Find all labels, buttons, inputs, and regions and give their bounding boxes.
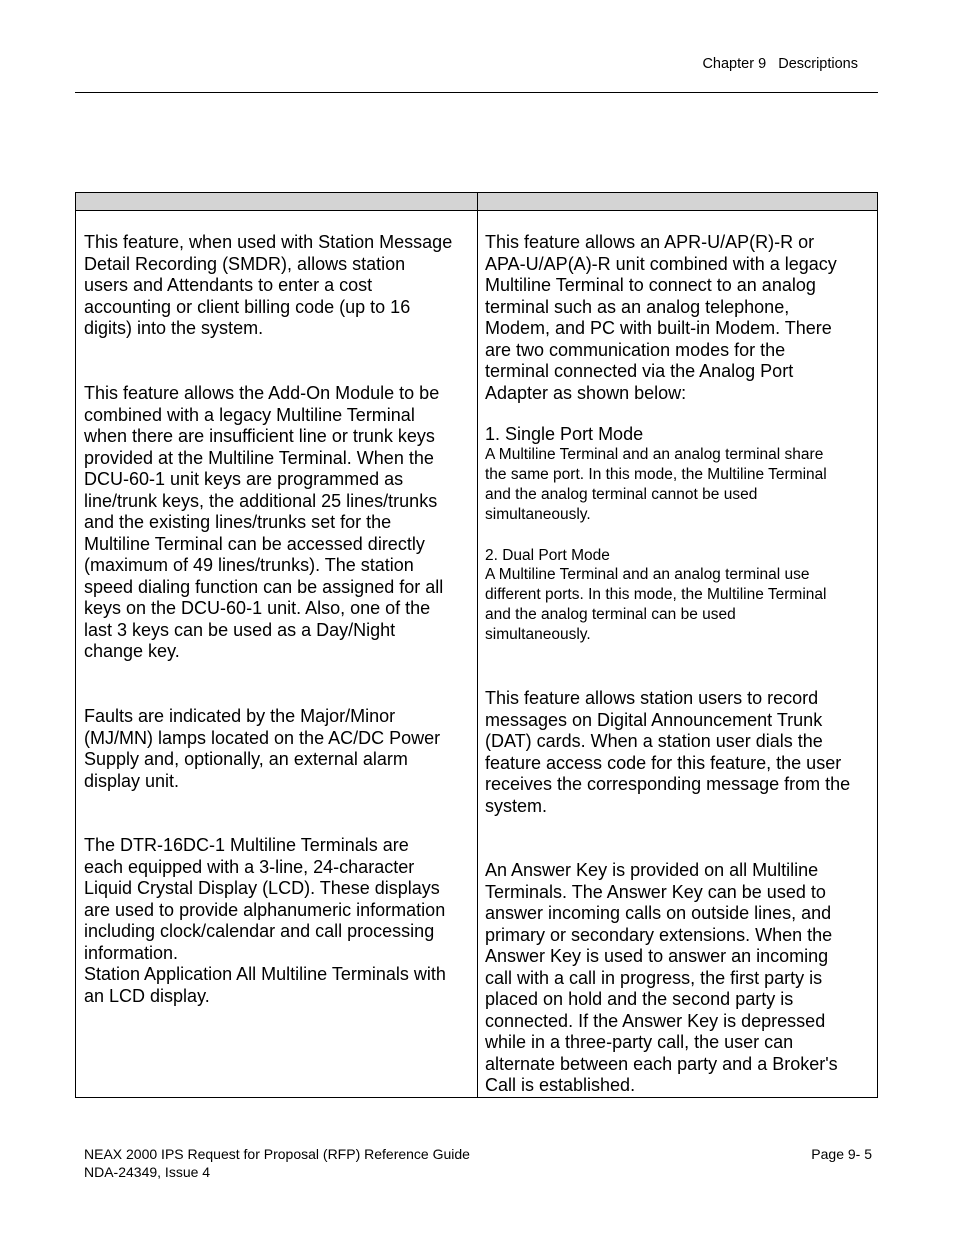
single-port-mode-title: 1. Single Port Mode [485, 424, 644, 444]
announcement-trunk-description: This feature allows station users to record messages on Digital Announcement Trunk (DAT) cards. When a station user dials the feature access code for this feature, the user receives the corresponding message from the system. [485, 688, 851, 816]
footer-page-number: Page 9- 5 [811, 1146, 872, 1162]
page-header-chapter: Chapter 9 Descriptions [702, 56, 858, 72]
account-code-description: This feature, when used with Station Message Detail Recording (SMDR), allows station users and Attendants to enter a cost accounting or client billing code (up to 16 digits) into the system. [84, 232, 453, 338]
column-divider [477, 193, 478, 1097]
analog-port-adapter-description: This feature allows an APR-U/AP(R)-R or APA-U/AP(A)-R unit combined with a legacy Multiline Terminal to connect to an analog terminal such as an analog telephone, Modem, and PC with built-in Modem. There are two communication modes for the terminal connected via the Analog Port Adapter as shown below: [485, 232, 837, 403]
footer-document-info [84, 1145, 470, 1181]
lcd-display-description: The DTR-16DC-1 Multiline Terminals are each equipped with a 3-line, 24-character Liquid Crystal Display (LCD). These displays are used to provide alphanumeric information including clock/calendar and call processing information. Station Application All Multiline Terminals with an LCD display. [84, 835, 446, 1006]
alarm-display-description: Faults are indicated by the Major/Minor (MJ/MN) lamps located on the AC/DC Power Supply and, optionally, an external alarm display unit. [84, 706, 441, 791]
footer-guide-title: NEAX 2000 IPS Request for Proposal (RFP) Reference Guide [84, 1146, 470, 1162]
dual-port-mode-title: 2. Dual Port Mode [485, 547, 610, 564]
dual-port-mode-text: A Multiline Terminal and an analog terminal use different ports. In this mode, the Multiline Terminal and the analog terminal can be used simultaneously. [485, 566, 827, 643]
answer-key-description: An Answer Key is provided on all Multiline Terminals. The Answer Key can be used to answer incoming calls on outside lines, and primary or secondary extensions. When the Answer Key is used to answer an incoming call with a call in progress, the first party is placed on hold and the second party is connected. If the Answer Key is depressed while in a three-party call, the user can alternate between each party and a Broker's Call is established. [485, 860, 838, 1095]
header-rule [75, 92, 878, 93]
footer-document-id: NDA-24349, Issue 4 [84, 1164, 211, 1180]
feature-table [75, 192, 878, 1098]
single-port-mode-text: A Multiline Terminal and an analog terminal share the same port. In this mode, the Multiline Terminal and the analog terminal cannot be used simultaneously. [485, 446, 827, 523]
add-on-module-description: This feature allows the Add-On Module to be combined with a legacy Multiline Terminal when there are insufficient line or trunk keys provided at the Multiline Terminal. When the DCU-60-1 unit keys are programmed as line/trunk keys, the additional 25 lines/trunks and the existing lines/trunks set for the Multiline Terminal can be accessed directly (maximum of 49 lines/trunks). The station speed dialing function can be assigned for all keys on the DCU-60-1 unit. Also, one of the last 3 keys can be used as a Day/Night change key. [84, 383, 444, 661]
